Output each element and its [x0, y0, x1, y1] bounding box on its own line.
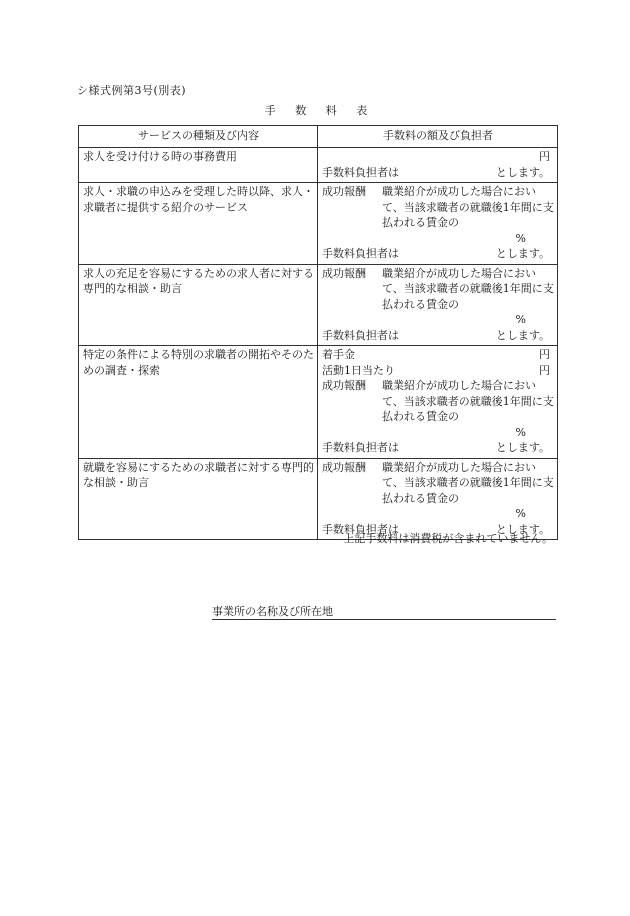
form-label: シ様式例第3号(別表) [77, 84, 187, 97]
payer-label: 手数料負担者は [322, 247, 399, 260]
payer-suffix: とします。 [495, 165, 550, 179]
percent-unit: % [515, 313, 526, 326]
fee-cell [318, 183, 558, 265]
fee-table [78, 125, 558, 540]
document-title: 手 数 料 表 [264, 104, 376, 117]
reward-label: 成功報酬 [322, 379, 366, 392]
fee-cell [318, 148, 558, 183]
fixed-fee-line [322, 347, 554, 363]
payer-suffix: とします。 [495, 328, 550, 342]
payer-label: 手数料負担者は [322, 165, 399, 179]
office-name-address-field: 事業所の名称及び所在地 [212, 604, 556, 620]
fee-cell [318, 458, 558, 540]
daily-fee-unit: 円 [539, 363, 550, 377]
table-header-row [79, 126, 558, 148]
payer-label: 手数料負担者は [322, 522, 399, 536]
tax-note: 上記手数料は消費税が含まれていません。 [343, 532, 553, 545]
service-cell: 求人・求職の申込みを受理した時以降、求人・求職者に提供する紹介のサービス [79, 183, 318, 265]
table-row [79, 264, 558, 346]
daily-fee-line [322, 363, 554, 379]
fee-cell [318, 346, 558, 459]
reward-text: 職業紹介が成功した場合において、当該求職者の就職後1年間に支払われる賃金の [382, 379, 554, 423]
payer-label: 手数料負担者は [322, 441, 399, 454]
percent-unit: % [515, 507, 526, 520]
payer-suffix: とします。 [495, 441, 550, 454]
payer-suffix: とします。 [495, 247, 550, 260]
payer-line [322, 440, 554, 456]
yen-unit: 円 [539, 150, 550, 163]
yen-line [322, 149, 554, 165]
service-cell: 就職を容易にするための求職者に対する専門的な相談・助言 [79, 458, 318, 540]
payer-label: 手数料負担者は [322, 328, 399, 342]
header-service: サービスの種類及び内容 [79, 126, 318, 148]
percent-unit: % [515, 425, 526, 439]
table-row [79, 458, 558, 540]
service-cell: 求人の充足を容易にするための求人者に対する専門的な相談・助言 [79, 264, 318, 346]
payer-line [322, 328, 554, 344]
payer-line [322, 165, 554, 181]
reward-label: 成功報酬 [322, 185, 366, 198]
fixed-fee-unit: 円 [539, 348, 550, 361]
success-reward [322, 460, 554, 507]
reward-label: 成功報酬 [322, 460, 366, 474]
success-reward [322, 378, 554, 425]
service-cell: 求人を受け付ける時の事務費用 [79, 148, 318, 183]
reward-text: 職業紹介が成功した場合において、当該求職者の就職後1年間に支払われる賃金の [382, 185, 554, 229]
reward-text: 職業紹介が成功した場合において、当該求職者の就職後1年間に支払われる賃金の [382, 460, 554, 505]
table-row [79, 148, 558, 183]
payer-line [322, 246, 554, 262]
reward-label: 成功報酬 [322, 266, 366, 280]
reward-text: 職業紹介が成功した場合において、当該求職者の就職後1年間に支払われる賃金の [382, 266, 554, 311]
table-row [79, 183, 558, 265]
payer-suffix: とします。 [495, 522, 550, 536]
fee-cell [318, 264, 558, 346]
header-fee: 手数料の額及び負担者 [318, 126, 558, 148]
table-row [79, 346, 558, 459]
percent-unit: % [515, 231, 526, 245]
success-reward [322, 184, 554, 231]
daily-fee-label: 活動1日当たり [322, 363, 395, 377]
fixed-fee-label: 着手金 [322, 348, 355, 361]
service-cell: 特定の条件による特別の求職者の開拓やそのための調査・探索 [79, 346, 318, 459]
success-reward [322, 266, 554, 313]
